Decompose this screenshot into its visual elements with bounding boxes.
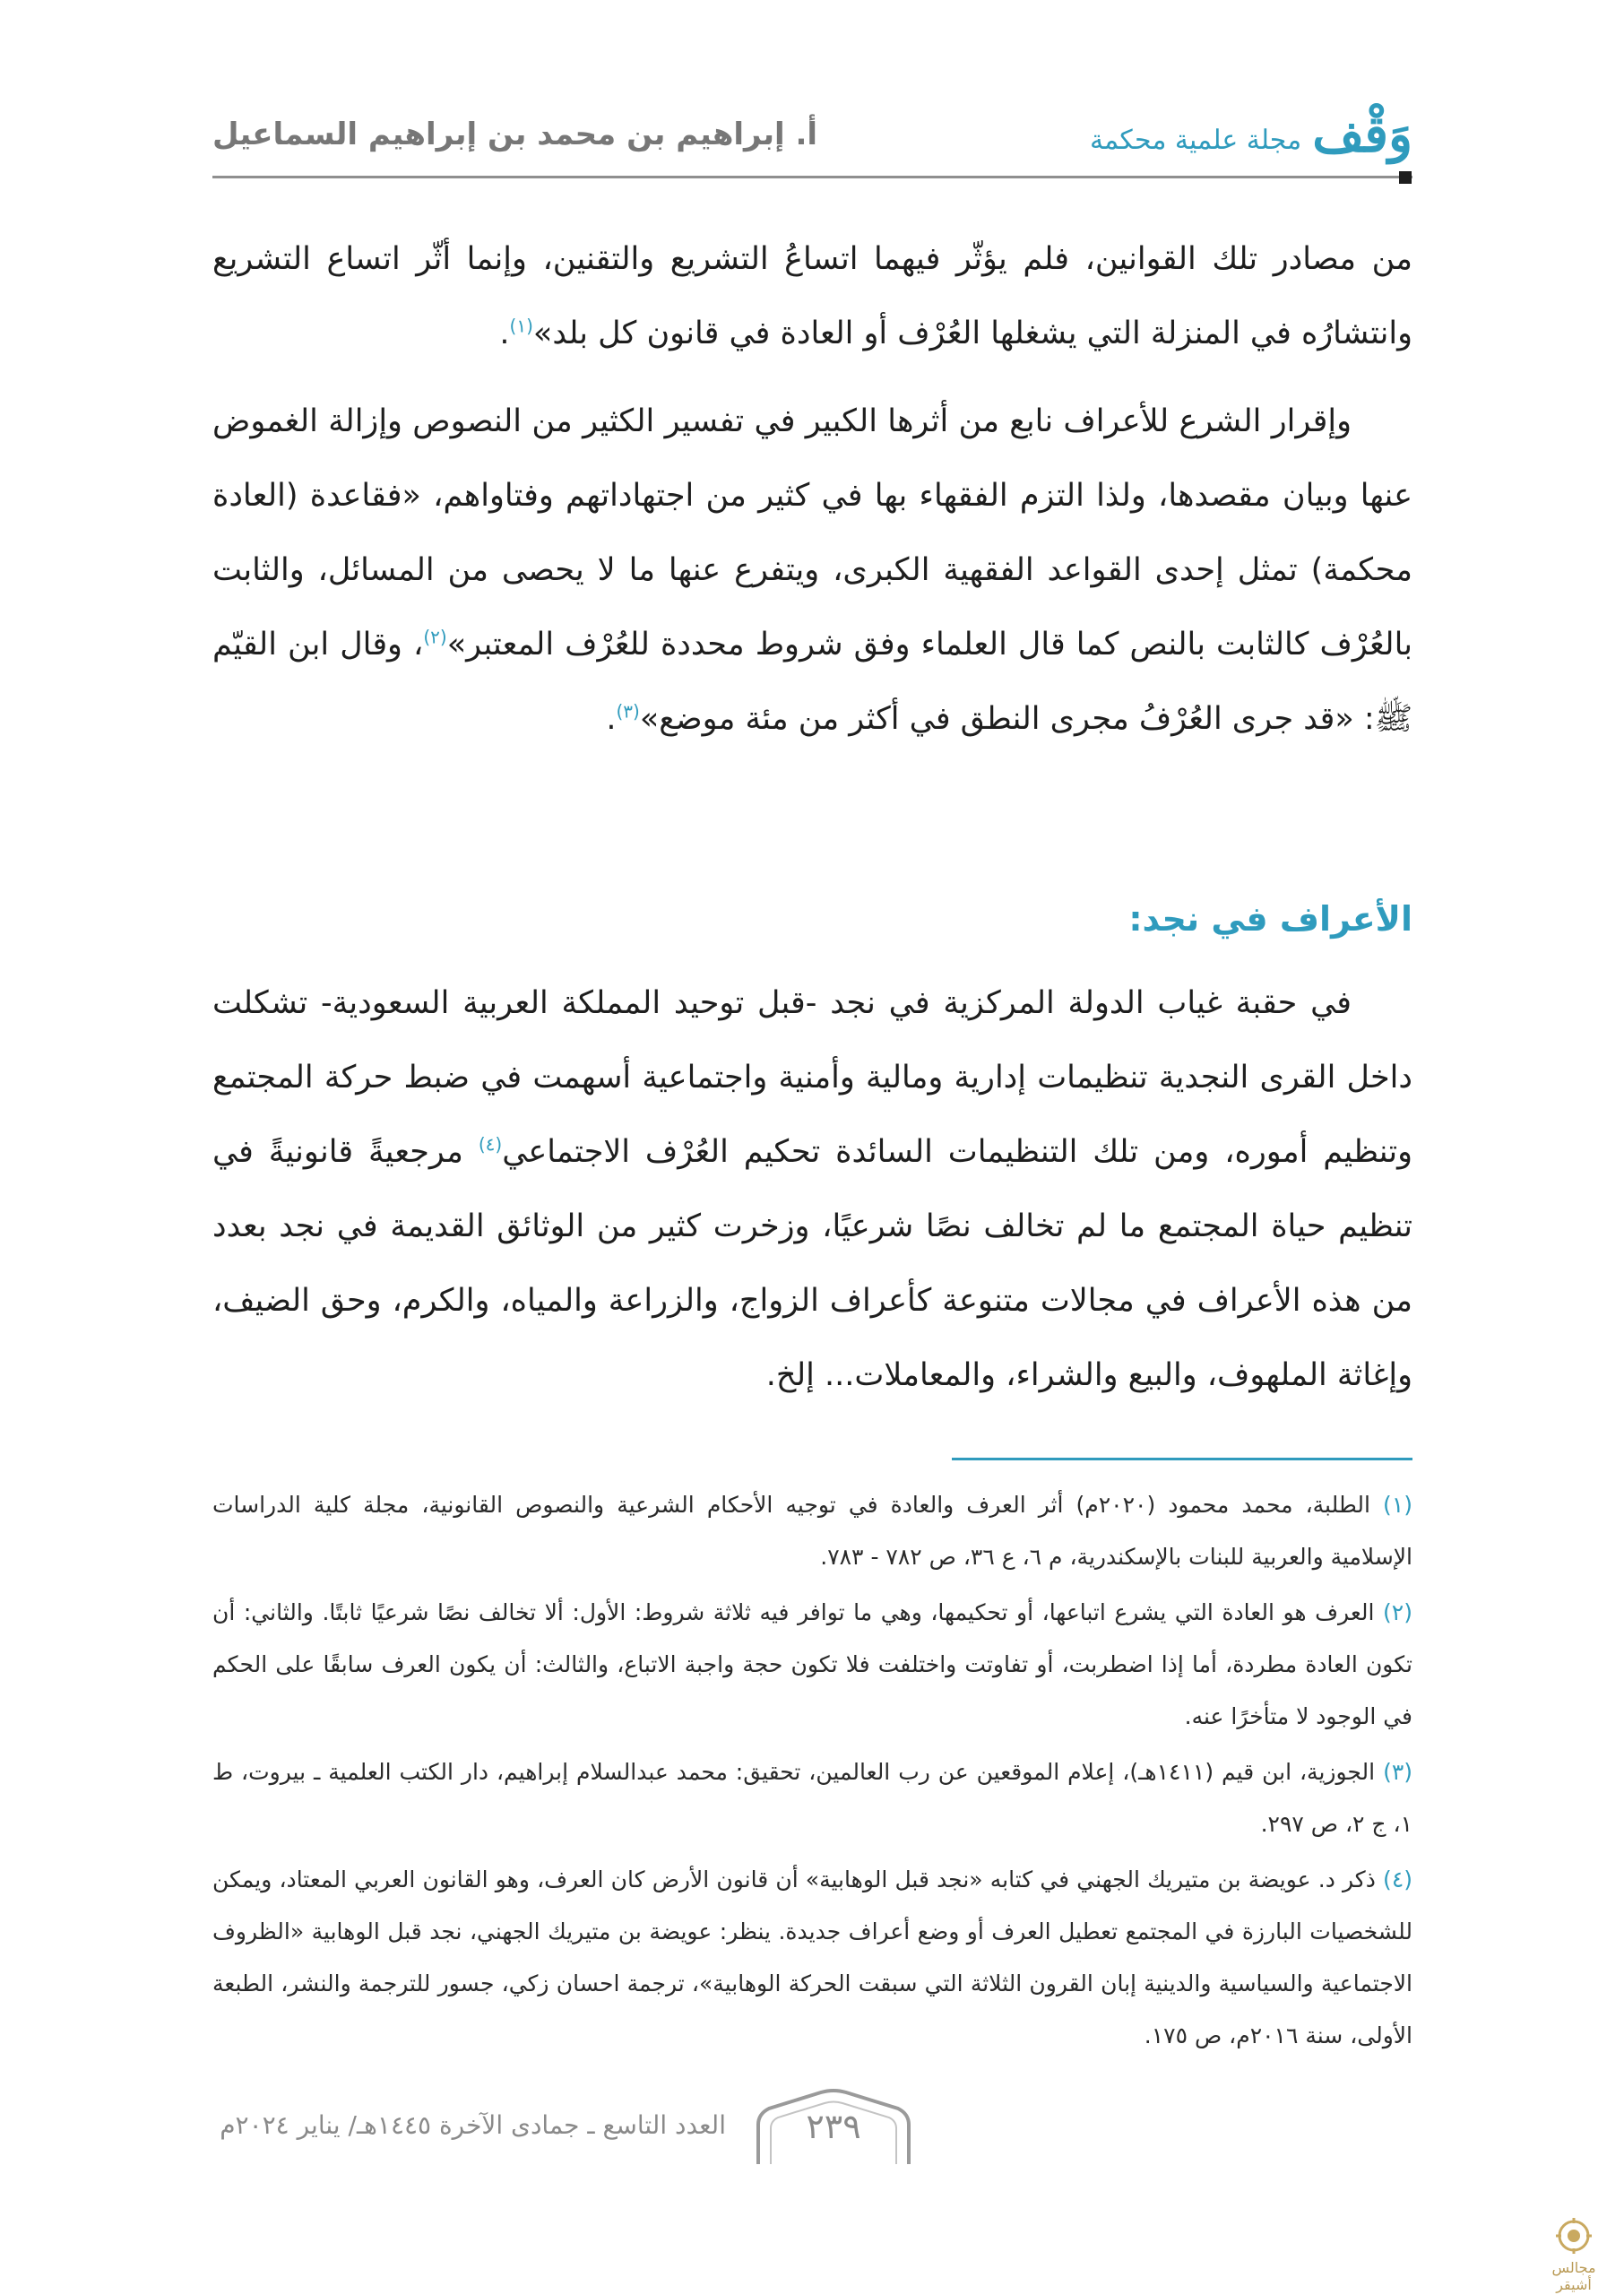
watermark-emblem-icon [1554, 2216, 1594, 2256]
page-number-badge [751, 2089, 916, 2166]
paragraph-3-rest: مرجعيةً قانونيةً في تنظيم حياة المجتمع ما لم تخالف نصًا شرعيًا، وزخرت كثير من الوثائق القديمة في نجد بعدد من هذه الأعراف في مجالات متنوعة كأعراف الزواج، والزراعة والمياه، والكرم، وحق الضيف، وإغاثة الملهوف، والبيع والشراء، والمعاملات... إلخ. [212, 1134, 1412, 1393]
footnote-4 [212, 1854, 1412, 2062]
issue-info: العدد التاسع ـ جمادى الآخرة ١٤٤٥هـ/ يناير ٢٠٢٤م [220, 2110, 726, 2140]
paragraph-1-text: من مصادر تلك القوانين، فلم يؤثّر فيهما اتساعُ التشريع والتقنين، وإنما أثّر اتساع التشريع وانتشارُه في المنزلة التي يشغلها العُرْف أو العادة في قانون كل بلد» [212, 241, 1412, 351]
page-number: ٢٣٩ [806, 2107, 861, 2146]
watermark [1538, 2216, 1610, 2293]
paragraph-2-end: . [606, 701, 617, 737]
footnote-ref-1[interactable]: (١) [509, 315, 533, 337]
footnote-ref-4[interactable]: (٤) [478, 1133, 503, 1156]
watermark-text: مجالس أشيقر [1551, 2259, 1596, 2293]
paragraph-1-end: . [499, 316, 510, 351]
journal-logo-mark: وَقْف [1312, 105, 1412, 164]
footnotes [212, 1479, 1412, 2066]
header-divider [212, 176, 1412, 178]
paragraph-2-middle: ، وقال ابن القيّم ﷺ: «قد جرى العُرْفُ مجرى النطق في أكثر من مئة موضع» [212, 627, 1412, 737]
header-divider-marker [1399, 171, 1412, 184]
journal-logo [1089, 105, 1412, 164]
footnote-number: (٤) [1383, 1866, 1413, 1892]
body-text-bottom [212, 966, 1412, 1413]
paragraph-3 [212, 966, 1412, 1413]
footnote-text: العرف هو العادة التي يشرع اتباعها، أو تحكيمها، وهي ما توافر فيه ثلاثة شروط: الأول: ألا تخالف نصًا شرعيًا ثابتًا. والثاني: أن تكون العادة مطردة، أما إذا اضطربت، أو تفاوتت واختلفت فلا تكون حجة واجبة الاتباع، والثالث: أن يكون العرف سابقًا على الحكم في الوجود لا متأخرًا عنه. [212, 1599, 1412, 1729]
footnote-text: الطلبة، محمد محمود (٢٠٢٠م) أثر العرف والعادة في توجيه الأحكام الشرعية والنصوص القانونية، مجلة كلية الدراسات الإسلامية والعربية للبنات بالإسكندرية، م ٦، ع ٣٦، ص ٧٨٢ - ٧٨٣. [212, 1492, 1412, 1570]
section-heading: الأعراف في نجد: [1128, 899, 1412, 939]
author-name: أ. إبراهيم بن محمد بن إبراهيم السماعيل [212, 117, 818, 152]
page-header [212, 99, 1412, 170]
footnote-3 [212, 1746, 1412, 1850]
paragraph-3-text: في حقبة غياب الدولة المركزية في نجد -قبل توحيد المملكة العربية السعودية- تشكلت داخل القرى النجدية تنظيمات إدارية ومالية وأمنية واجتماعية أسهمت في ضبط حركة المجتمع وتنظيم أموره، ومن تلك التنظيمات السائدة تحكيم العُرْف الاجتماعي [212, 985, 1412, 1170]
paragraph-1 [212, 222, 1412, 371]
footnote-1 [212, 1479, 1412, 1583]
footnote-number: (٣) [1383, 1759, 1413, 1785]
footnote-divider [952, 1458, 1412, 1460]
body-text-top [212, 222, 1412, 757]
footnote-number: (١) [1383, 1492, 1413, 1518]
paragraph-2-text: وإقرار الشرع للأعراف نابع من أثرها الكبير في تفسير الكثير من النصوص وإزالة الغموض عنها وبيان مقصدها، ولذا التزم الفقهاء بها في كثير من اجتهاداتهم وفتاواهم، «فقاعدة (العادة محكمة) تمثل إحدى القواعد الفقهية الكبرى، ويتفرع عنها ما لا يحصى من المسائل، والثابت بالعُرْف كالثابت بالنص كما قال العلماء وفق شروط محددة للعُرْف المعتبر» [212, 403, 1412, 663]
footnote-ref-2[interactable]: (٢) [423, 626, 447, 648]
page-footer [206, 2089, 1102, 2169]
footnote-text: الجوزية، ابن قيم (١٤١١هـ)، إعلام الموقعين عن رب العالمين، تحقيق: محمد عبدالسلام إبراهيم، دار الكتب العلمية ـ بيروت، ط ١، ج ٢، ص ٢٩٧. [212, 1759, 1412, 1837]
journal-subtitle: مجلة علمية محكمة [1089, 125, 1302, 156]
footnote-text: ذكر د. عويضة بن متيريك الجهني في كتابه «نجد قبل الوهابية» أن قانون الأرض كان العرف، وهو القانون العربي المعتاد، ويمكن للشخصيات البارزة في المجتمع تعطيل العرف أو وضع أعراف جديدة. ينظر: عويضة بن متيريك الجهني، نجد قبل الوهابية «الظروف الاجتماعية والسياسية والدينية إبان القرون الثلاثة التي سبقت الحركة الوهابية»، ترجمة احسان زكي، جسور للترجمة والنشر، الطبعة الأولى، سنة ٢٠١٦م، ص ١٧٥. [212, 1866, 1412, 2048]
footnote-number: (٢) [1383, 1599, 1412, 1625]
footnote-2 [212, 1587, 1412, 1743]
footnote-ref-3[interactable]: (٣) [616, 700, 640, 723]
paragraph-2 [212, 385, 1412, 757]
